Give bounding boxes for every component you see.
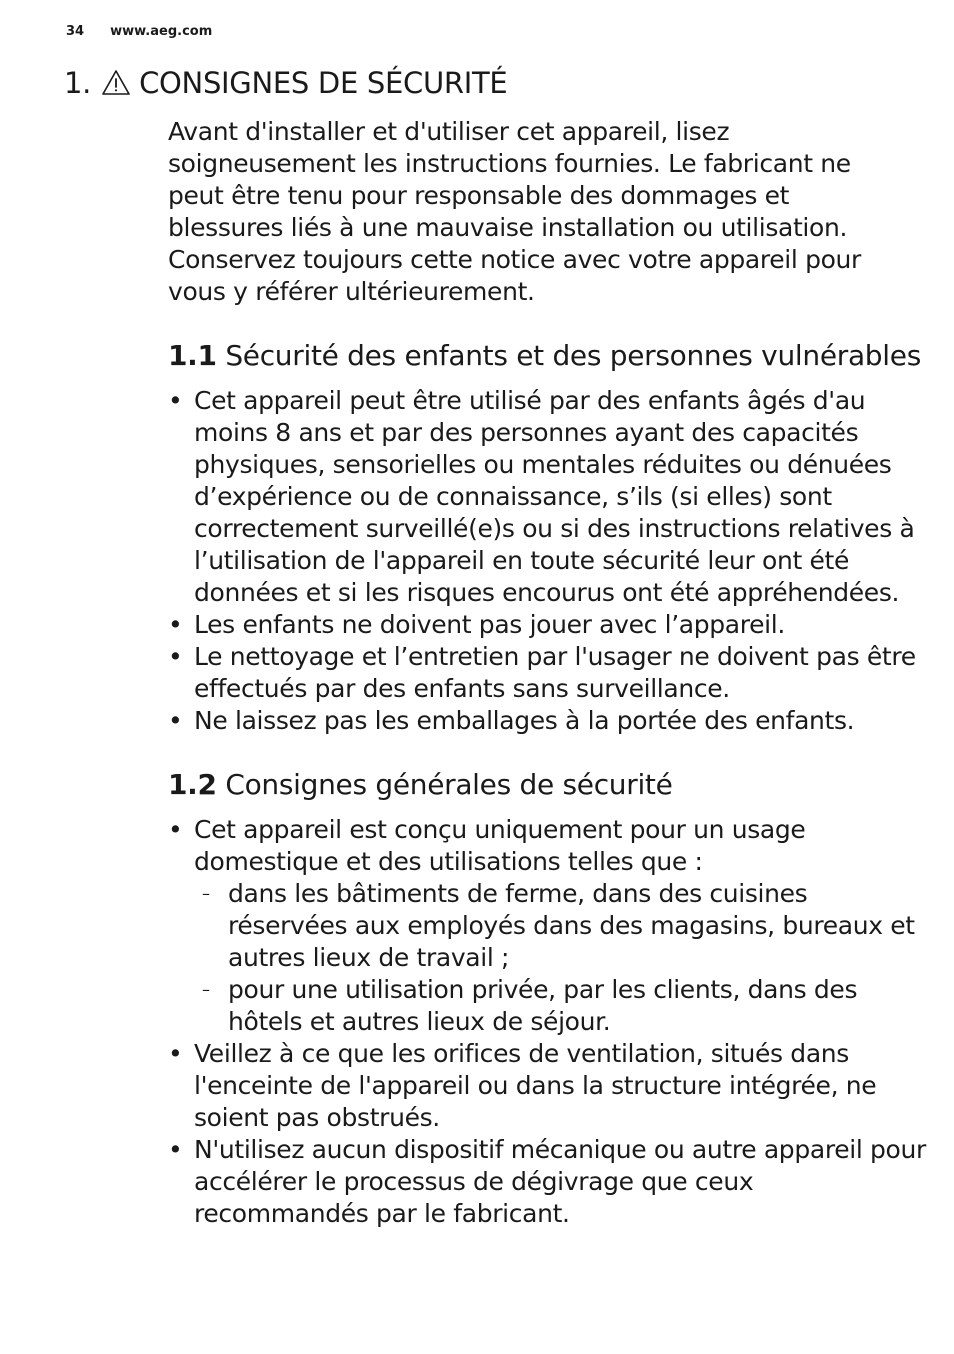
warning-triangle-icon bbox=[101, 69, 131, 97]
list-item bbox=[168, 641, 928, 705]
sublist-item-text: dans les bâtiments de ferme, dans des cuisines réservées aux employés dans des magasins, bureaux et autres lieux de travail ; bbox=[228, 879, 915, 972]
list-item-text: Cet appareil peut être utilisé par des enfants âgés d'au moins 8 ans et par des personnes ayant des capacités physiques, sensorielles ou mentales réduites ou dénuées d’expérience ou de connaissance, s’ils (si elles) sont correctement surveillé(e)s ou si des instructions relatives à l’utilisation de l'appareil en toute sécurité leur ont été données et si les risques encourus ont été appréhendées. bbox=[194, 386, 915, 607]
bullet-marker: • bbox=[168, 706, 183, 735]
list-item-text: Les enfants ne doivent pas jouer avec l’appareil. bbox=[194, 610, 785, 639]
subsection-title-1-2 bbox=[168, 767, 928, 802]
section-title bbox=[64, 66, 507, 100]
subsection-title-1-1 bbox=[168, 338, 928, 373]
list-item bbox=[168, 1038, 928, 1134]
page-number: 34 bbox=[66, 24, 85, 39]
page-header bbox=[66, 24, 212, 39]
sublist-item-text: pour une utilisation privée, par les clients, dans des hôtels et autres lieux de séjour. bbox=[228, 975, 858, 1036]
list-item-text: Ne laissez pas les emballages à la portée des enfants. bbox=[194, 706, 855, 735]
usage-sublist bbox=[194, 878, 928, 1038]
subsection-title-text: Consignes générales de sécurité bbox=[225, 768, 673, 801]
bullet-marker: • bbox=[168, 610, 183, 639]
dash-marker: – bbox=[202, 980, 210, 999]
list-item-text: N'utilisez aucun dispositif mécanique ou autre appareil pour accélérer le processus de dégivrage que ceux recommandés par le fabricant. bbox=[194, 1135, 926, 1228]
subsection-title-text: Sécurité des enfants et des personnes vulnérables bbox=[225, 339, 921, 372]
sublist-item bbox=[194, 878, 928, 974]
website-url: www.aeg.com bbox=[110, 24, 213, 39]
general-safety-list bbox=[168, 814, 928, 1230]
section-title-text: CONSIGNES DE SÉCURITÉ bbox=[139, 66, 508, 100]
dash-marker: – bbox=[202, 884, 210, 903]
list-item-text: Cet appareil est conçu uniquement pour un usage domestique et des utilisations telles que : bbox=[194, 815, 806, 876]
list-item-text: Veillez à ce que les orifices de ventilation, situés dans l'enceinte de l'appareil ou dans la structure intégrée, ne soient pas obstrués. bbox=[194, 1039, 877, 1132]
list-item-text: Le nettoyage et l’entretien par l'usager ne doivent pas être effectués par des enfants sans surveillance. bbox=[194, 642, 916, 703]
list-item bbox=[168, 609, 928, 641]
intro-paragraph: Avant d'installer et d'utiliser cet appareil, lisez soigneusement les instructions fournies. Le fabricant ne peut être tenu pour responsable des dommages et blessures liés à une mauvaise installation ou utilisation. Conservez toujours cette notice avec votre appareil pour vous y référer ultérieurement. bbox=[168, 117, 861, 306]
subsection-number: 1.2 bbox=[168, 768, 217, 801]
bullet-marker: • bbox=[168, 815, 183, 844]
bullet-marker: • bbox=[168, 386, 183, 415]
list-item bbox=[168, 385, 928, 609]
list-item bbox=[168, 705, 928, 737]
bullet-marker: • bbox=[168, 642, 183, 671]
child-safety-list bbox=[168, 385, 928, 737]
list-item bbox=[168, 1134, 928, 1230]
subsection-number: 1.1 bbox=[168, 339, 217, 372]
list-item bbox=[168, 814, 928, 1038]
bullet-marker: • bbox=[168, 1135, 183, 1164]
bullet-marker: • bbox=[168, 1039, 183, 1068]
document-body bbox=[168, 116, 928, 1230]
section-number: 1. bbox=[64, 66, 92, 100]
sublist-item bbox=[194, 974, 928, 1038]
